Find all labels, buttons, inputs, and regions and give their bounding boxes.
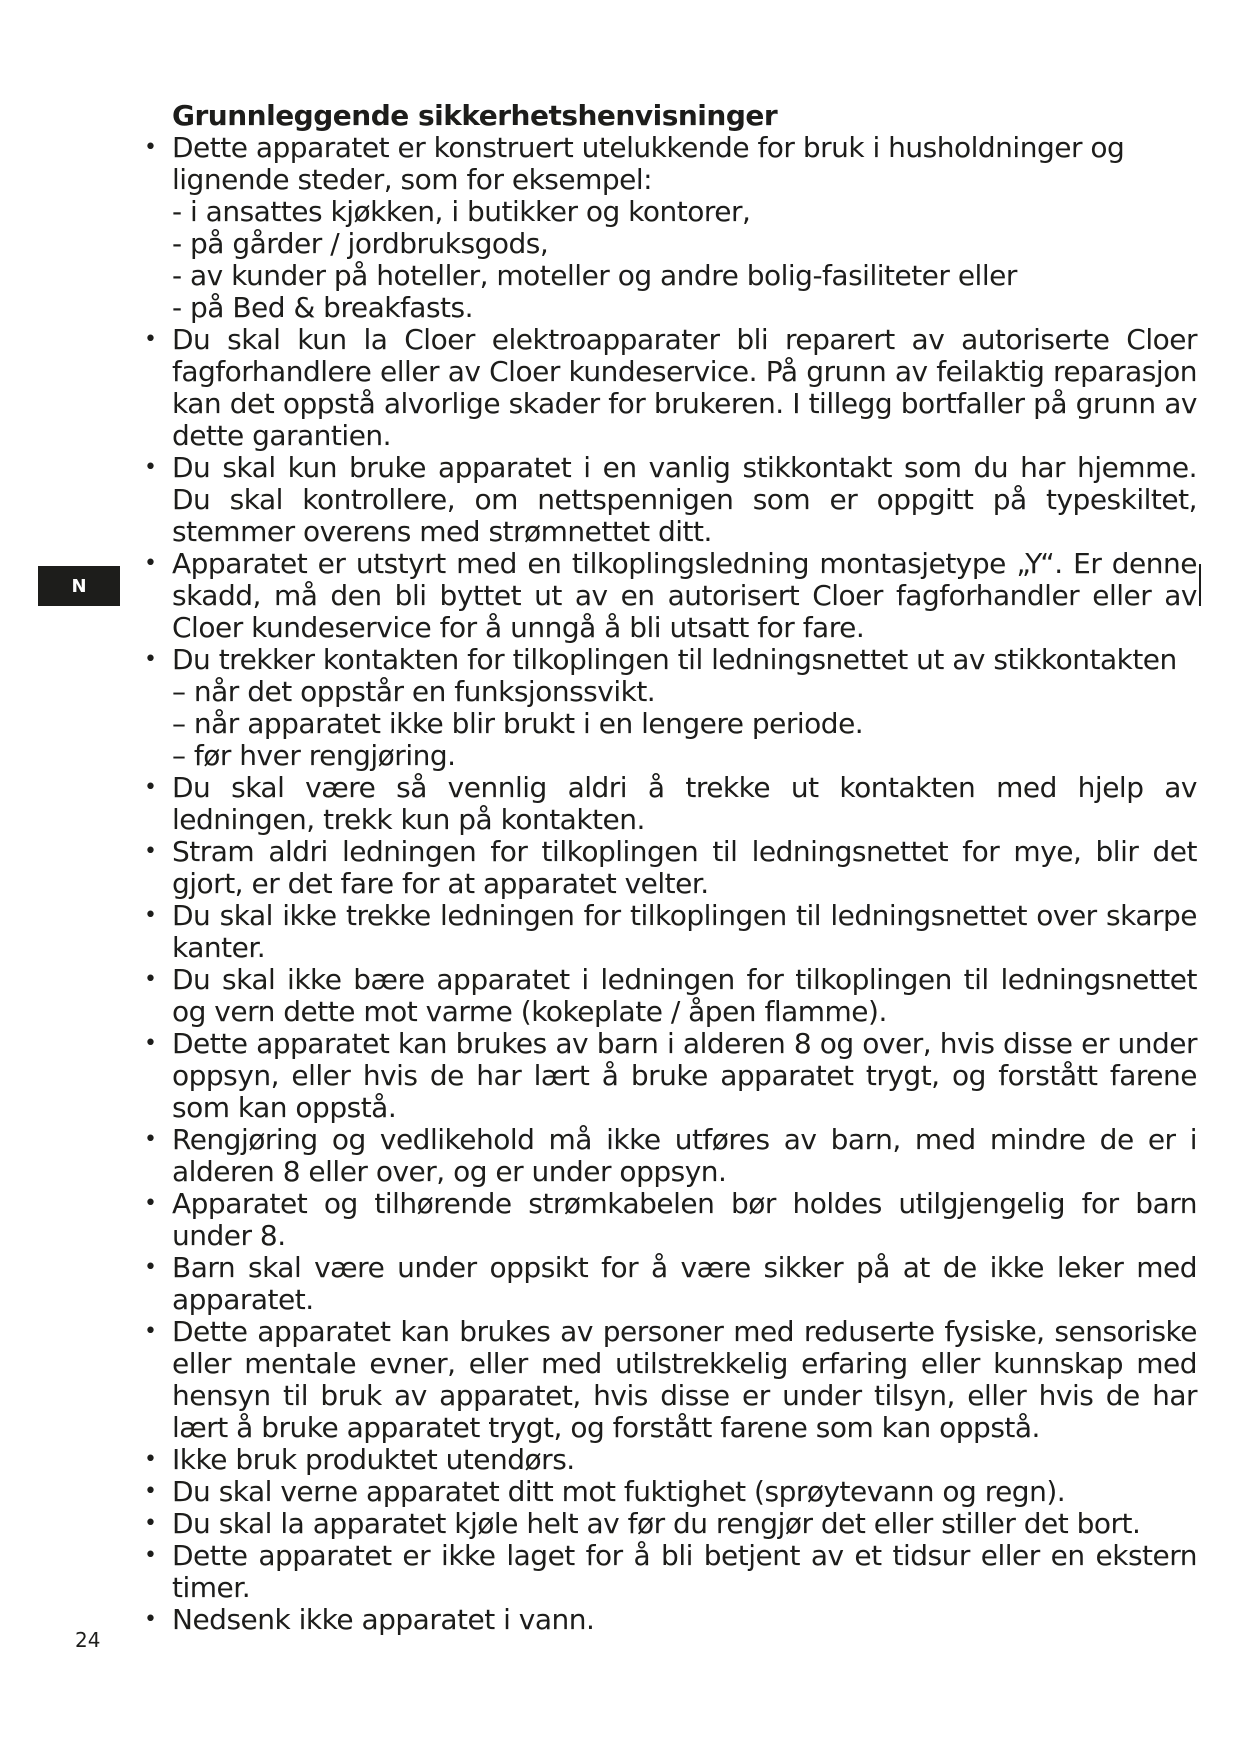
sub-item: - på Bed & breakfasts. <box>172 291 474 324</box>
sub-item: - av kunder på hoteller, moteller og andre bolig-fasiliteter eller <box>172 259 1017 292</box>
item-text: Du trekker kontakten for tilkoplingen til ledningsnettet ut av stikkontakten <box>172 643 1177 676</box>
list-item: • Du skal kun la Cloer elektroapparater bli reparert av autoriserte Cloer fagforhandlere eller av Cloer kundeservice. På grunn av feilaktig reparasjon kan det oppstå alvorlige skader for brukeren. I tillegg bortfaller på grunn av dette garantien. <box>172 324 1197 452</box>
list-item: • Barn skal være under oppsikt for å være sikker på at de ikke leker med apparatet. <box>172 1252 1197 1316</box>
list-item: • Du skal verne apparatet ditt mot fuktighet (sprøytevann og regn). <box>172 1476 1197 1508</box>
sub-item: – når det oppstår en funksjonssvikt. <box>172 675 656 708</box>
section-heading: Grunnleggende sikkerhetshenvisninger <box>172 99 778 132</box>
list-item <box>172 644 1197 772</box>
list-item: • Rengjøring og vedlikehold må ikke utføres av barn, med mindre de er i alderen 8 eller over, og er under oppsyn. <box>172 1124 1197 1188</box>
list-item: • Du skal ikke bære apparatet i ledningen for tilkoplingen til ledningsnettet og vern dette mot varme (kokeplate / åpen flamme). <box>172 964 1197 1028</box>
list-item: • Stram aldri ledningen for tilkoplingen til ledningsnettet for mye, blir det gjort, er det fare for at apparatet velter. <box>172 836 1197 900</box>
list-item: • Dette apparatet er ikke laget for å bli betjent av et tidsur eller en ekstern timer. <box>172 1540 1197 1604</box>
list-item: • Apparatet og tilhørende strømkabelen bør holdes utilgjengelig for barn under 8. <box>172 1188 1197 1252</box>
margin-marker <box>1199 564 1201 606</box>
page-number: 24 <box>75 1628 101 1652</box>
sub-item: – før hver rengjøring. <box>172 739 456 772</box>
list-item: • Dette apparatet kan brukes av barn i alderen 8 og over, hvis disse er under oppsyn, eller hvis de har lært å bruke apparatet trygt, og forstått farene som kan oppstå. <box>172 1028 1197 1124</box>
list-item: • Du skal kun bruke apparatet i en vanlig stikkontakt som du har hjemme. Du skal kontrollere, om nettspennigen som er oppgitt på typeskiltet, stemmer overens med strømnettet ditt. <box>172 452 1197 548</box>
list-item: • Du skal la apparatet kjøle helt av før du rengjør det eller stiller det bort. <box>172 1508 1197 1540</box>
sub-item: - i ansattes kjøkken, i butikker og kontorer, <box>172 195 751 228</box>
safety-list <box>172 132 1197 1636</box>
item-text: Dette apparatet er konstruert utelukkende for bruk i husholdninger og lignende steder, som for eksempel: <box>172 131 1125 196</box>
list-item: • Apparatet er utstyrt med en tilkoplingsledning montasjetype „Y“. Er denne skadd, må den bli byttet ut av en autorisert Cloer fagforhandler eller av Cloer kundeservice for å unngå å bli utsatt for fare. <box>172 548 1197 644</box>
list-item: • Nedsenk ikke apparatet i vann. <box>172 1604 1197 1636</box>
sub-item: - på gårder / jordbruksgods, <box>172 227 549 260</box>
list-item: • Du skal ikke trekke ledningen for tilkoplingen til ledningsnettet over skarpe kanter. <box>172 900 1197 964</box>
list-item: • Du skal være så vennlig aldri å trekke ut kontakten med hjelp av ledningen, trekk kun på kontakten. <box>172 772 1197 836</box>
list-item <box>172 132 1197 324</box>
safety-instructions <box>172 100 1197 1636</box>
sub-item: – når apparatet ikke blir brukt i en lengere periode. <box>172 707 864 740</box>
list-item: • Dette apparatet kan brukes av personer med reduserte fysiske, sensoriske eller mentale evner, eller med utilstrekkelig erfaring eller kunnskap med hensyn til bruk av apparatet, hvis disse er under tilsyn, eller hvis de har lært å bruke apparatet trygt, og forstått farene som kan oppstå. <box>172 1316 1197 1444</box>
language-tab: N <box>38 566 120 606</box>
list-item: • Ikke bruk produktet utendørs. <box>172 1444 1197 1476</box>
